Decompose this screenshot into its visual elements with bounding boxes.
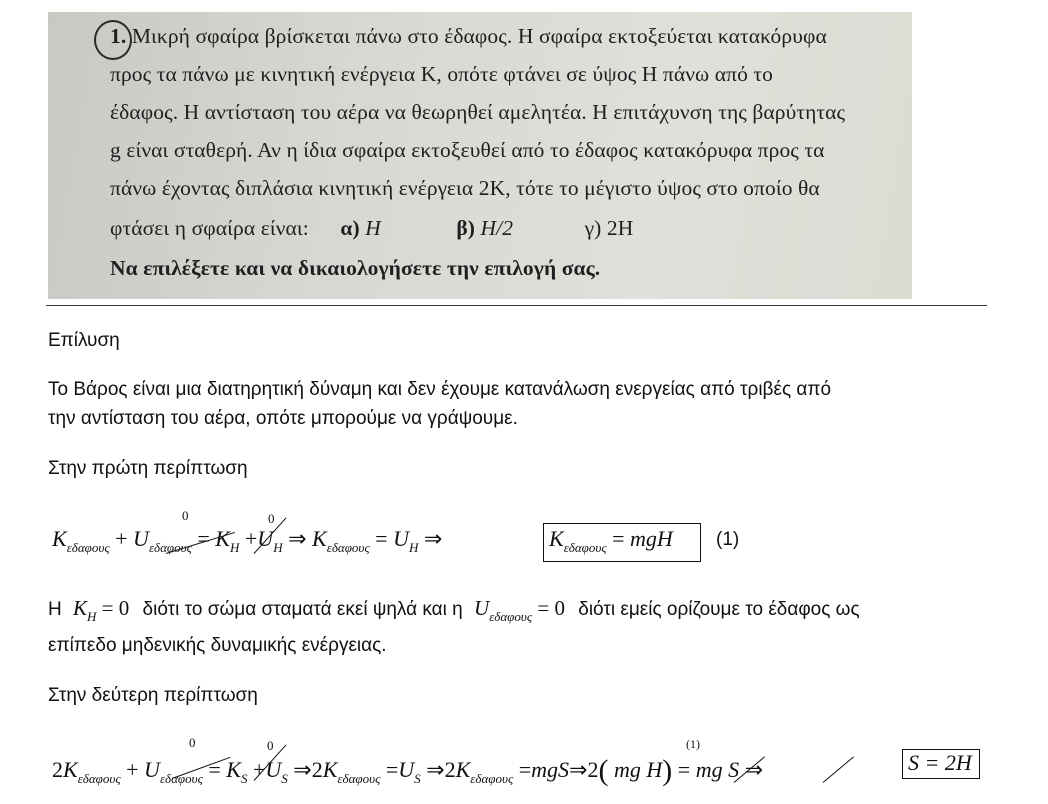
eq1-result (549, 526, 673, 555)
eq1-equals: = (612, 526, 625, 551)
eq2-equals: = (518, 757, 532, 782)
eq1-sub: H (229, 540, 240, 555)
eq2-implies: ⇒ (426, 757, 445, 782)
eq2-equals: = (677, 757, 691, 782)
eq2-two: 2 (52, 757, 63, 782)
eq2-k-ground-2: K (322, 757, 338, 782)
explain-kh-math (73, 596, 130, 624)
explain-kh-zero: = 0 (101, 596, 130, 620)
eq1-plus: + (244, 526, 258, 551)
eq2-implies: ⇒ (293, 757, 312, 782)
eq2-k-ground: K (63, 757, 78, 782)
eq2-mgs: mgS (531, 757, 570, 782)
eq1-sub: H (408, 540, 419, 555)
eq2-u-ground: U (144, 757, 160, 782)
eq2-sub: S (414, 771, 421, 786)
eq1-mgh: mgH (630, 526, 673, 551)
case2-heading: Στην δεύτερη περίπτωση (48, 685, 258, 706)
explain-sub-ground: εδαφους (489, 609, 533, 624)
eq1-implies: ⇒ (288, 526, 307, 551)
eq2-s: S (728, 757, 740, 782)
eq2-h: H (646, 757, 663, 782)
eq2-equals: = (208, 757, 221, 782)
explain-u: U (474, 596, 490, 620)
eq2-sub: εδαφους (159, 771, 203, 786)
problem-photo (48, 12, 912, 299)
eq1-plus: + (115, 526, 128, 551)
explain-u-zero: = 0 (537, 596, 565, 620)
eq2-ref: (1) (686, 737, 700, 751)
eq2-body (52, 751, 763, 785)
explain-prefix: Η (48, 599, 62, 620)
case1-heading: Στην πρώτη περίπτωση (48, 458, 248, 479)
eq2-lparen: ( (598, 754, 609, 787)
eq2-zero-2: 0 (267, 738, 274, 753)
option-c-value: 2H (606, 216, 634, 240)
eq2-k-s: K (226, 757, 241, 782)
eq1-zero-1: 0 (182, 508, 189, 523)
eq2-implies: ⇒ (744, 757, 764, 782)
eq2-rparen: ) (662, 754, 673, 787)
explain-sub-h: H (87, 609, 97, 624)
solution-heading: Επίλυση (48, 330, 120, 351)
eq2-cancel-4 (823, 756, 854, 782)
eq1-k-ground: K (52, 526, 67, 551)
option-b-label: β) (456, 216, 476, 240)
eq1-sub: εδαφους (66, 540, 110, 555)
problem-line-5: πάνω έχοντας διπλάσια κινητική ενέργεια 2K, τότε το μέγιστο ύψος στο οποίο θα (110, 176, 820, 200)
eq2-equals: = (385, 757, 399, 782)
eq1-body (52, 526, 443, 555)
solution-para1-line1: Το Βάρος είναι μια διατηρητική δύναμη και δεν έχουμε κατανάλωση ενεργείας από τριβές από (48, 379, 832, 400)
eq2-implies: ⇒ (569, 757, 588, 782)
divider-line (46, 305, 987, 306)
eq2-sub: S (240, 771, 248, 786)
eq1-implies: ⇒ (423, 526, 443, 551)
eq2-two: 2 (311, 757, 323, 782)
eq1-sub: εδαφους (563, 540, 607, 555)
explain-k: K (73, 596, 88, 620)
problem-line-4: g είναι σταθερή. Αν η ίδια σφαίρα εκτοξευθεί από το έδαφος κατακόρυφα προς τα (110, 138, 825, 162)
eq2-sub: S (281, 771, 288, 786)
explain-suffix: διότι εμείς ορίζουμε το έδαφος ως (578, 599, 860, 620)
eq1-sub: εδαφους (326, 540, 370, 555)
options-prefix: φτάσει η σφαίρα είναι: (110, 216, 309, 240)
eq1-label: (1) (716, 529, 740, 550)
problem-line-6 (110, 216, 633, 241)
option-a-value: H (365, 216, 381, 240)
eq1-u-h: U (257, 526, 274, 551)
eq2-u-s: U (265, 757, 282, 782)
eq2-two: 2 (444, 757, 456, 782)
problem-instruction: Να επιλέξετε και να δικαιολογήσετε την επιλογή σας. (110, 256, 601, 280)
eq1-equals: = (375, 526, 388, 551)
explain-mid: διότι το σώμα σταματά εκεί ψηλά και η (142, 599, 463, 620)
option-c-label: γ) (584, 216, 602, 240)
explain-u-math (474, 596, 565, 624)
eq2-k-ground-3: K (455, 757, 471, 782)
problem-line-1-text: Μικρή σφαίρα βρίσκεται πάνω στο έδαφος. Η σφαίρα εκτοξεύεται κατακόρυφα (131, 24, 827, 48)
eq2-u-s-2: U (398, 757, 415, 782)
eq2-result: S = 2H (908, 750, 972, 775)
explain-line-2: επίπεδο μηδενικής δυναμικής ενέργειας. (48, 635, 387, 656)
problem-line-2: προς τα πάνω με κινητική ενέργεια K, οπότε φτάνει σε ύψος H πάνω από το (110, 62, 773, 86)
solution-para1-line2: την αντίσταση του αέρα, οπότε μπορούμε να γράψουμε. (48, 408, 518, 429)
eq2-plus: + (126, 757, 139, 782)
explain-line-1 (48, 596, 860, 624)
problem-line-3: έδαφος. Η αντίσταση του αέρα να θεωρηθεί αμελητέα. Η επιτάχυνση της βαρύτητας (110, 100, 846, 124)
eq2-plus: + (252, 757, 266, 782)
eq1-sub: H (273, 540, 283, 555)
eq2-two: 2 (587, 757, 599, 782)
eq2-mg: mg (613, 757, 641, 782)
eq2-zero-1: 0 (189, 735, 196, 750)
eq2-mg-2: mg (695, 757, 723, 782)
eq2-sub: εδαφους (337, 771, 381, 786)
eq1-k-ground-2: K (312, 526, 327, 551)
eq1-zero-2: 0 (268, 511, 275, 526)
problem-number: 1. (110, 24, 127, 48)
option-a-label: α) (340, 216, 360, 240)
eq1-sub: εδαφους (148, 540, 192, 555)
eq1-k-h: K (215, 526, 230, 551)
problem-line-1 (110, 24, 827, 49)
eq1-u-ground: U (133, 526, 149, 551)
eq1-equals: = (197, 526, 210, 551)
eq2-sub: εδαφους (470, 771, 514, 786)
eq1-result-k: K (549, 526, 564, 551)
eq1-u-h-2: U (393, 526, 409, 551)
option-b-value: H/2 (480, 216, 514, 240)
eq2-sub: εδαφους (77, 771, 121, 786)
